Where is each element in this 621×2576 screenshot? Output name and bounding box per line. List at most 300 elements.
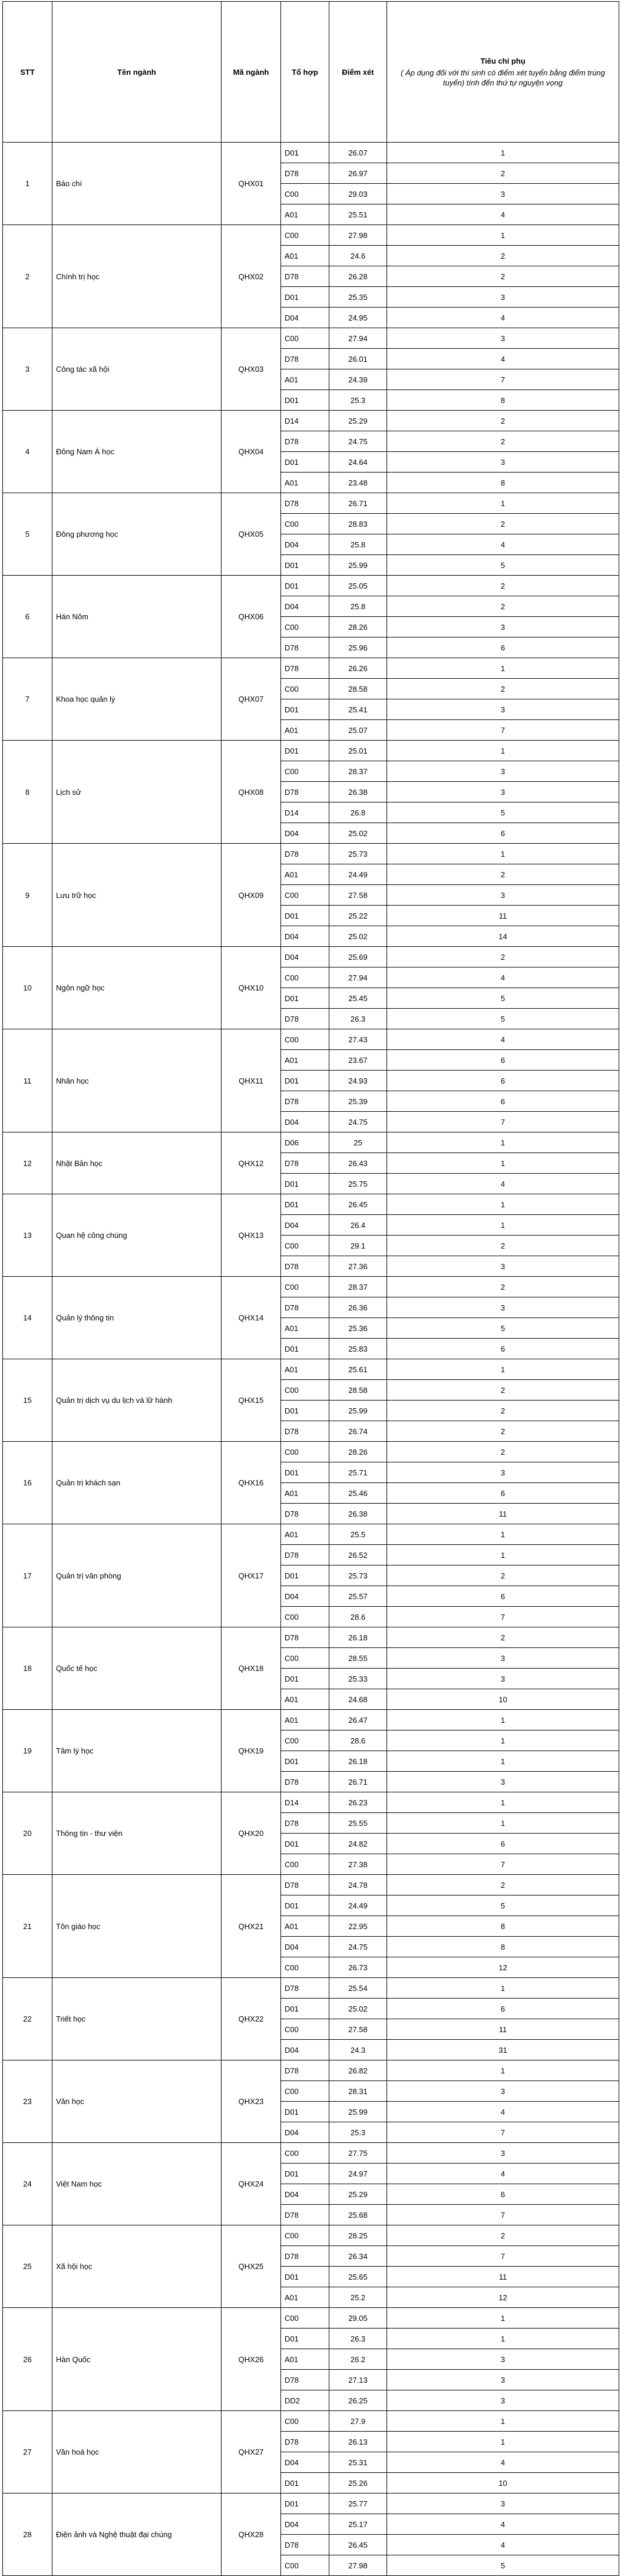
cell-to-hop: D14 xyxy=(281,411,329,431)
cell-to-hop: D78 xyxy=(281,1875,329,1895)
cell-diem-xet: 26.73 xyxy=(329,1957,387,1978)
cell-tieu-chi: 2 xyxy=(387,1875,619,1895)
cell-to-hop: D01 xyxy=(281,1834,329,1854)
cell-diem-xet: 28.37 xyxy=(329,761,387,782)
cell-ten-nganh: Nhân học xyxy=(52,1029,222,1132)
cell-diem-xet: 26.47 xyxy=(329,1710,387,1730)
cell-stt: 18 xyxy=(3,1627,52,1710)
cell-diem-xet: 25.29 xyxy=(329,411,387,431)
cell-to-hop: DD2 xyxy=(281,2390,329,2411)
cell-diem-xet: 27.13 xyxy=(329,2370,387,2390)
cell-tieu-chi: 1 xyxy=(387,2329,619,2349)
cell-to-hop: D04 xyxy=(281,2452,329,2473)
cell-ten-nganh: Chính trị học xyxy=(52,225,222,328)
cell-stt: 11 xyxy=(3,1029,52,1132)
admission-scores-table xyxy=(2,1,619,2576)
cell-to-hop: D04 xyxy=(281,2122,329,2143)
cell-to-hop: D78 xyxy=(281,1256,329,1277)
cell-stt: 9 xyxy=(3,844,52,947)
cell-diem-xet: 25.41 xyxy=(329,699,387,720)
cell-to-hop: A01 xyxy=(281,369,329,390)
cell-to-hop: C00 xyxy=(281,2081,329,2102)
table-body xyxy=(3,143,619,2576)
header-tieu-chi xyxy=(387,2,619,143)
cell-diem-xet: 25.39 xyxy=(329,1091,387,1112)
cell-to-hop: D78 xyxy=(281,2535,329,2555)
cell-diem-xet: 25.35 xyxy=(329,287,387,308)
cell-tieu-chi: 6 xyxy=(387,2184,619,2205)
cell-ma-nganh: QHX10 xyxy=(222,947,281,1029)
cell-to-hop: D78 xyxy=(281,349,329,369)
cell-tieu-chi: 3 xyxy=(387,328,619,349)
cell-ten-nganh: Xã hội học xyxy=(52,2225,222,2308)
cell-to-hop: D04 xyxy=(281,2040,329,2060)
cell-tieu-chi: 3 xyxy=(387,885,619,906)
cell-tieu-chi: 2 xyxy=(387,266,619,287)
header-stt: STT xyxy=(3,2,52,143)
cell-tieu-chi: 4 xyxy=(387,534,619,555)
cell-tieu-chi: 7 xyxy=(387,2205,619,2225)
cell-diem-xet: 28.31 xyxy=(329,2081,387,2102)
cell-diem-xet: 27.98 xyxy=(329,225,387,246)
cell-to-hop: D01 xyxy=(281,1071,329,1091)
cell-diem-xet: 27.38 xyxy=(329,1854,387,1875)
cell-diem-xet: 26.01 xyxy=(329,349,387,369)
cell-tieu-chi: 3 xyxy=(387,2143,619,2164)
cell-tieu-chi: 6 xyxy=(387,1586,619,1607)
cell-diem-xet: 28.26 xyxy=(329,1442,387,1462)
cell-tieu-chi: 1 xyxy=(387,1545,619,1566)
cell-ten-nganh: Ngôn ngữ học xyxy=(52,947,222,1029)
cell-to-hop: C00 xyxy=(281,617,329,638)
cell-diem-xet: 25.46 xyxy=(329,1483,387,1504)
cell-ma-nganh: QHX28 xyxy=(222,2494,281,2576)
cell-to-hop: D01 xyxy=(281,699,329,720)
cell-diem-xet: 26.3 xyxy=(329,2329,387,2349)
cell-tieu-chi: 1 xyxy=(387,1524,619,1545)
cell-stt: 17 xyxy=(3,1524,52,1627)
cell-stt: 14 xyxy=(3,1277,52,1359)
cell-tieu-chi: 4 xyxy=(387,2452,619,2473)
cell-diem-xet: 26.97 xyxy=(329,163,387,184)
cell-tieu-chi: 1 xyxy=(387,741,619,761)
cell-to-hop: A01 xyxy=(281,1524,329,1545)
cell-to-hop: D04 xyxy=(281,1937,329,1957)
cell-to-hop: D04 xyxy=(281,2184,329,2205)
cell-to-hop: D78 xyxy=(281,1421,329,1442)
cell-diem-xet: 24.64 xyxy=(329,452,387,473)
cell-diem-xet: 25.57 xyxy=(329,1586,387,1607)
cell-ten-nganh: Điện ảnh và Nghệ thuật đại chúng xyxy=(52,2494,222,2576)
cell-to-hop: C00 xyxy=(281,1380,329,1401)
cell-tieu-chi: 5 xyxy=(387,1895,619,1916)
cell-ten-nganh: Hán Nôm xyxy=(52,576,222,658)
cell-to-hop: D78 xyxy=(281,431,329,452)
cell-to-hop: C00 xyxy=(281,1277,329,1297)
cell-tieu-chi: 1 xyxy=(387,493,619,514)
cell-tieu-chi: 31 xyxy=(387,2040,619,2060)
cell-tieu-chi: 2 xyxy=(387,514,619,534)
cell-to-hop: C00 xyxy=(281,1648,329,1669)
cell-diem-xet: 27.58 xyxy=(329,885,387,906)
table-row xyxy=(3,2411,619,2432)
cell-diem-xet: 27.58 xyxy=(329,2019,387,2040)
cell-diem-xet: 24.78 xyxy=(329,1875,387,1895)
cell-diem-xet: 26.23 xyxy=(329,1792,387,1813)
table-row xyxy=(3,2143,619,2164)
cell-to-hop: D78 xyxy=(281,658,329,679)
cell-ten-nganh: Quản trị văn phòng xyxy=(52,1524,222,1627)
cell-to-hop: D01 xyxy=(281,555,329,576)
cell-tieu-chi: 2 xyxy=(387,431,619,452)
cell-stt: 8 xyxy=(3,741,52,844)
cell-diem-xet: 28.37 xyxy=(329,1277,387,1297)
cell-to-hop: D78 xyxy=(281,2060,329,2081)
table-row xyxy=(3,2308,619,2329)
cell-tieu-chi: 1 xyxy=(387,1978,619,1999)
cell-diem-xet: 25.54 xyxy=(329,1978,387,1999)
cell-to-hop: D04 xyxy=(281,823,329,844)
cell-to-hop: D01 xyxy=(281,1339,329,1359)
cell-to-hop: D04 xyxy=(281,2514,329,2535)
table-row xyxy=(3,1029,619,1050)
cell-to-hop: C00 xyxy=(281,2225,329,2246)
cell-tieu-chi: 3 xyxy=(387,1648,619,1669)
cell-ten-nganh: Lưu trữ học xyxy=(52,844,222,947)
cell-diem-xet: 27.75 xyxy=(329,2143,387,2164)
cell-to-hop: D06 xyxy=(281,1132,329,1153)
cell-stt: 24 xyxy=(3,2143,52,2225)
cell-ma-nganh: QHX09 xyxy=(222,844,281,947)
cell-diem-xet: 29.05 xyxy=(329,2308,387,2329)
cell-stt: 12 xyxy=(3,1132,52,1194)
cell-to-hop: D01 xyxy=(281,1895,329,1916)
cell-tieu-chi: 2 xyxy=(387,1380,619,1401)
cell-ten-nganh: Văn hoá học xyxy=(52,2411,222,2494)
cell-to-hop: D78 xyxy=(281,1504,329,1524)
cell-to-hop: D01 xyxy=(281,1194,329,1215)
cell-to-hop: A01 xyxy=(281,1050,329,1071)
cell-to-hop: D04 xyxy=(281,596,329,617)
cell-tieu-chi: 4 xyxy=(387,2102,619,2122)
cell-tieu-chi: 14 xyxy=(387,926,619,947)
cell-diem-xet: 24.75 xyxy=(329,1937,387,1957)
cell-to-hop: D04 xyxy=(281,926,329,947)
cell-to-hop: C00 xyxy=(281,1730,329,1751)
cell-diem-xet: 26.07 xyxy=(329,143,387,163)
cell-tieu-chi: 5 xyxy=(387,1009,619,1029)
cell-tieu-chi: 6 xyxy=(387,823,619,844)
cell-tieu-chi: 4 xyxy=(387,1029,619,1050)
cell-to-hop: A01 xyxy=(281,1689,329,1710)
cell-diem-xet: 27.43 xyxy=(329,1029,387,1050)
cell-stt: 23 xyxy=(3,2060,52,2143)
cell-diem-xet: 27.9 xyxy=(329,2411,387,2432)
cell-tieu-chi: 3 xyxy=(387,2349,619,2370)
cell-to-hop: C00 xyxy=(281,2019,329,2040)
cell-to-hop: D01 xyxy=(281,2329,329,2349)
cell-to-hop: C00 xyxy=(281,885,329,906)
cell-ma-nganh: QHX14 xyxy=(222,1277,281,1359)
cell-diem-xet: 27.98 xyxy=(329,2555,387,2576)
cell-to-hop: D01 xyxy=(281,1566,329,1586)
cell-tieu-chi: 10 xyxy=(387,1689,619,1710)
cell-diem-xet: 26.13 xyxy=(329,2432,387,2452)
table-row xyxy=(3,1524,619,1545)
cell-diem-xet: 25.75 xyxy=(329,1174,387,1194)
cell-tieu-chi: 3 xyxy=(387,184,619,204)
cell-to-hop: C00 xyxy=(281,1957,329,1978)
cell-tieu-chi: 4 xyxy=(387,2535,619,2555)
cell-to-hop: D78 xyxy=(281,493,329,514)
cell-diem-xet: 26.82 xyxy=(329,2060,387,2081)
cell-to-hop: D01 xyxy=(281,2102,329,2122)
cell-diem-xet: 25.31 xyxy=(329,2452,387,2473)
cell-ten-nganh: Quốc tế học xyxy=(52,1627,222,1710)
cell-diem-xet: 25.68 xyxy=(329,2205,387,2225)
cell-ma-nganh: QHX25 xyxy=(222,2225,281,2308)
cell-tieu-chi: 3 xyxy=(387,761,619,782)
cell-diem-xet: 25.26 xyxy=(329,2473,387,2494)
table-row xyxy=(3,1875,619,1895)
cell-tieu-chi: 2 xyxy=(387,163,619,184)
cell-diem-xet: 26.18 xyxy=(329,1751,387,1772)
cell-tieu-chi: 6 xyxy=(387,638,619,658)
cell-diem-xet: 27.94 xyxy=(329,328,387,349)
cell-to-hop: D01 xyxy=(281,390,329,411)
cell-tieu-chi: 2 xyxy=(387,1401,619,1421)
cell-ten-nganh: Báo chí xyxy=(52,143,222,225)
cell-tieu-chi: 7 xyxy=(387,1112,619,1132)
header-diem-xet: Điểm xét xyxy=(329,2,387,143)
cell-to-hop: D78 xyxy=(281,638,329,658)
cell-to-hop: D04 xyxy=(281,1112,329,1132)
cell-tieu-chi: 3 xyxy=(387,782,619,802)
cell-tieu-chi: 4 xyxy=(387,349,619,369)
cell-tieu-chi: 5 xyxy=(387,2555,619,2576)
cell-to-hop: C00 xyxy=(281,2555,329,2576)
cell-stt: 7 xyxy=(3,658,52,741)
cell-ma-nganh: QHX17 xyxy=(222,1524,281,1627)
cell-tieu-chi: 1 xyxy=(387,1751,619,1772)
cell-to-hop: A01 xyxy=(281,720,329,741)
cell-to-hop: D78 xyxy=(281,163,329,184)
cell-ten-nganh: Hàn Quốc xyxy=(52,2308,222,2411)
cell-ma-nganh: QHX03 xyxy=(222,328,281,411)
cell-tieu-chi: 2 xyxy=(387,596,619,617)
table-row xyxy=(3,1792,619,1813)
table-row xyxy=(3,143,619,163)
cell-to-hop: D01 xyxy=(281,576,329,596)
cell-diem-xet: 25.99 xyxy=(329,1401,387,1421)
cell-tieu-chi: 4 xyxy=(387,204,619,225)
cell-tieu-chi: 3 xyxy=(387,617,619,638)
table-row xyxy=(3,1442,619,1462)
table-row xyxy=(3,1132,619,1153)
cell-ten-nganh: Quản lý thông tin xyxy=(52,1277,222,1359)
cell-ma-nganh: QHX21 xyxy=(222,1875,281,1978)
cell-ma-nganh: QHX11 xyxy=(222,1029,281,1132)
cell-stt: 20 xyxy=(3,1792,52,1875)
cell-ma-nganh: QHX20 xyxy=(222,1792,281,1875)
cell-to-hop: C00 xyxy=(281,967,329,988)
cell-diem-xet: 24.75 xyxy=(329,431,387,452)
cell-tieu-chi: 4 xyxy=(387,967,619,988)
cell-to-hop: D01 xyxy=(281,1462,329,1483)
cell-ma-nganh: QHX16 xyxy=(222,1442,281,1524)
cell-tieu-chi: 8 xyxy=(387,1916,619,1937)
cell-to-hop: C00 xyxy=(281,1236,329,1256)
cell-tieu-chi: 1 xyxy=(387,1813,619,1834)
cell-ma-nganh: QHX04 xyxy=(222,411,281,493)
cell-ma-nganh: QHX01 xyxy=(222,143,281,225)
cell-stt: 27 xyxy=(3,2411,52,2494)
cell-tieu-chi: 1 xyxy=(387,1710,619,1730)
cell-ten-nganh: Tôn giáo học xyxy=(52,1875,222,1978)
cell-diem-xet: 26.45 xyxy=(329,2535,387,2555)
cell-stt: 4 xyxy=(3,411,52,493)
header-tieu-chi-title: Tiêu chí phụ xyxy=(480,56,526,65)
cell-diem-xet: 25.36 xyxy=(329,1318,387,1339)
cell-ma-nganh: QHX22 xyxy=(222,1978,281,2060)
cell-ma-nganh: QHX24 xyxy=(222,2143,281,2225)
header-ma-nganh: Mã ngành xyxy=(222,2,281,143)
cell-to-hop: D78 xyxy=(281,2432,329,2452)
cell-ten-nganh: Khoa học quản lý xyxy=(52,658,222,741)
cell-ma-nganh: QHX27 xyxy=(222,2411,281,2494)
cell-ma-nganh: QHX08 xyxy=(222,741,281,844)
table-row xyxy=(3,2494,619,2514)
cell-to-hop: A01 xyxy=(281,864,329,885)
cell-to-hop: A01 xyxy=(281,1318,329,1339)
cell-to-hop: D01 xyxy=(281,988,329,1009)
cell-to-hop: D01 xyxy=(281,2473,329,2494)
cell-to-hop: C00 xyxy=(281,761,329,782)
cell-diem-xet: 24.75 xyxy=(329,1112,387,1132)
cell-diem-xet: 25.77 xyxy=(329,2494,387,2514)
cell-diem-xet: 28.83 xyxy=(329,514,387,534)
cell-diem-xet: 28.6 xyxy=(329,1730,387,1751)
cell-ma-nganh: QHX19 xyxy=(222,1710,281,1792)
cell-diem-xet: 24.49 xyxy=(329,864,387,885)
table-row xyxy=(3,658,619,679)
cell-diem-xet: 28.6 xyxy=(329,1607,387,1627)
cell-tieu-chi: 2 xyxy=(387,576,619,596)
cell-diem-xet: 26.43 xyxy=(329,1153,387,1174)
cell-diem-xet: 25.01 xyxy=(329,741,387,761)
cell-tieu-chi: 10 xyxy=(387,2473,619,2494)
cell-to-hop: D14 xyxy=(281,1792,329,1813)
header-row xyxy=(3,2,619,143)
cell-diem-xet: 25.61 xyxy=(329,1359,387,1380)
cell-diem-xet: 24.97 xyxy=(329,2164,387,2184)
cell-stt: 10 xyxy=(3,947,52,1029)
cell-diem-xet: 24.6 xyxy=(329,246,387,266)
cell-to-hop: D01 xyxy=(281,2494,329,2514)
cell-tieu-chi: 6 xyxy=(387,1834,619,1854)
table-row xyxy=(3,741,619,761)
cell-tieu-chi: 3 xyxy=(387,452,619,473)
cell-tieu-chi: 7 xyxy=(387,720,619,741)
cell-diem-xet: 25.33 xyxy=(329,1669,387,1689)
cell-diem-xet: 24.68 xyxy=(329,1689,387,1710)
cell-tieu-chi: 7 xyxy=(387,2246,619,2267)
cell-tieu-chi: 2 xyxy=(387,1627,619,1648)
cell-diem-xet: 25.29 xyxy=(329,2184,387,2205)
cell-to-hop: D78 xyxy=(281,1627,329,1648)
cell-tieu-chi: 2 xyxy=(387,246,619,266)
cell-tieu-chi: 1 xyxy=(387,1194,619,1215)
cell-diem-xet: 25.73 xyxy=(329,844,387,864)
cell-to-hop: D01 xyxy=(281,906,329,926)
cell-to-hop: A01 xyxy=(281,246,329,266)
cell-ten-nganh: Triết học xyxy=(52,1978,222,2060)
cell-tieu-chi: 5 xyxy=(387,555,619,576)
cell-to-hop: D01 xyxy=(281,2267,329,2287)
header-tieu-chi-note: ( Áp dụng đối với thí sinh có điểm xét tuyển bằng điểm trúng tuyển) tính đến thứ tự nguyện vọng xyxy=(401,68,605,87)
cell-to-hop: D01 xyxy=(281,1669,329,1689)
cell-to-hop: D78 xyxy=(281,2205,329,2225)
cell-diem-xet: 24.39 xyxy=(329,369,387,390)
cell-ten-nganh: Đông Nam Á học xyxy=(52,411,222,493)
cell-diem-xet: 25.71 xyxy=(329,1462,387,1483)
cell-to-hop: D01 xyxy=(281,1999,329,2019)
cell-diem-xet: 25.3 xyxy=(329,390,387,411)
cell-ten-nganh: Văn học xyxy=(52,2060,222,2143)
cell-to-hop: C00 xyxy=(281,679,329,699)
cell-stt: 21 xyxy=(3,1875,52,1978)
cell-to-hop: C00 xyxy=(281,184,329,204)
cell-diem-xet: 25.65 xyxy=(329,2267,387,2287)
cell-tieu-chi: 1 xyxy=(387,2308,619,2329)
cell-tieu-chi: 1 xyxy=(387,1153,619,1174)
cell-to-hop: D04 xyxy=(281,1586,329,1607)
cell-ma-nganh: QHX07 xyxy=(222,658,281,741)
cell-tieu-chi: 2 xyxy=(387,679,619,699)
cell-to-hop: A01 xyxy=(281,473,329,493)
cell-to-hop: A01 xyxy=(281,1710,329,1730)
cell-tieu-chi: 1 xyxy=(387,225,619,246)
table-row xyxy=(3,225,619,246)
cell-diem-xet: 25.5 xyxy=(329,1524,387,1545)
cell-diem-xet: 25.05 xyxy=(329,576,387,596)
cell-diem-xet: 25.3 xyxy=(329,2122,387,2143)
cell-diem-xet: 26.71 xyxy=(329,493,387,514)
cell-tieu-chi: 4 xyxy=(387,1174,619,1194)
cell-diem-xet: 25.17 xyxy=(329,2514,387,2535)
cell-to-hop: C00 xyxy=(281,1442,329,1462)
cell-to-hop: D78 xyxy=(281,782,329,802)
table-row xyxy=(3,844,619,864)
cell-to-hop: D78 xyxy=(281,1978,329,1999)
cell-to-hop: D78 xyxy=(281,1545,329,1566)
cell-ma-nganh: QHX02 xyxy=(222,225,281,328)
cell-to-hop: A01 xyxy=(281,204,329,225)
cell-to-hop: D01 xyxy=(281,143,329,163)
cell-to-hop: C00 xyxy=(281,2143,329,2164)
table-row xyxy=(3,1978,619,1999)
cell-ten-nganh: Quản trị khách sạn xyxy=(52,1442,222,1524)
cell-tieu-chi: 5 xyxy=(387,1318,619,1339)
cell-to-hop: A01 xyxy=(281,1359,329,1380)
cell-to-hop: D04 xyxy=(281,1215,329,1236)
cell-diem-xet: 25.73 xyxy=(329,1566,387,1586)
cell-tieu-chi: 4 xyxy=(387,308,619,328)
table-row xyxy=(3,2225,619,2246)
cell-tieu-chi: 3 xyxy=(387,2081,619,2102)
cell-diem-xet: 25.22 xyxy=(329,906,387,926)
cell-ten-nganh: Công tác xã hội xyxy=(52,328,222,411)
